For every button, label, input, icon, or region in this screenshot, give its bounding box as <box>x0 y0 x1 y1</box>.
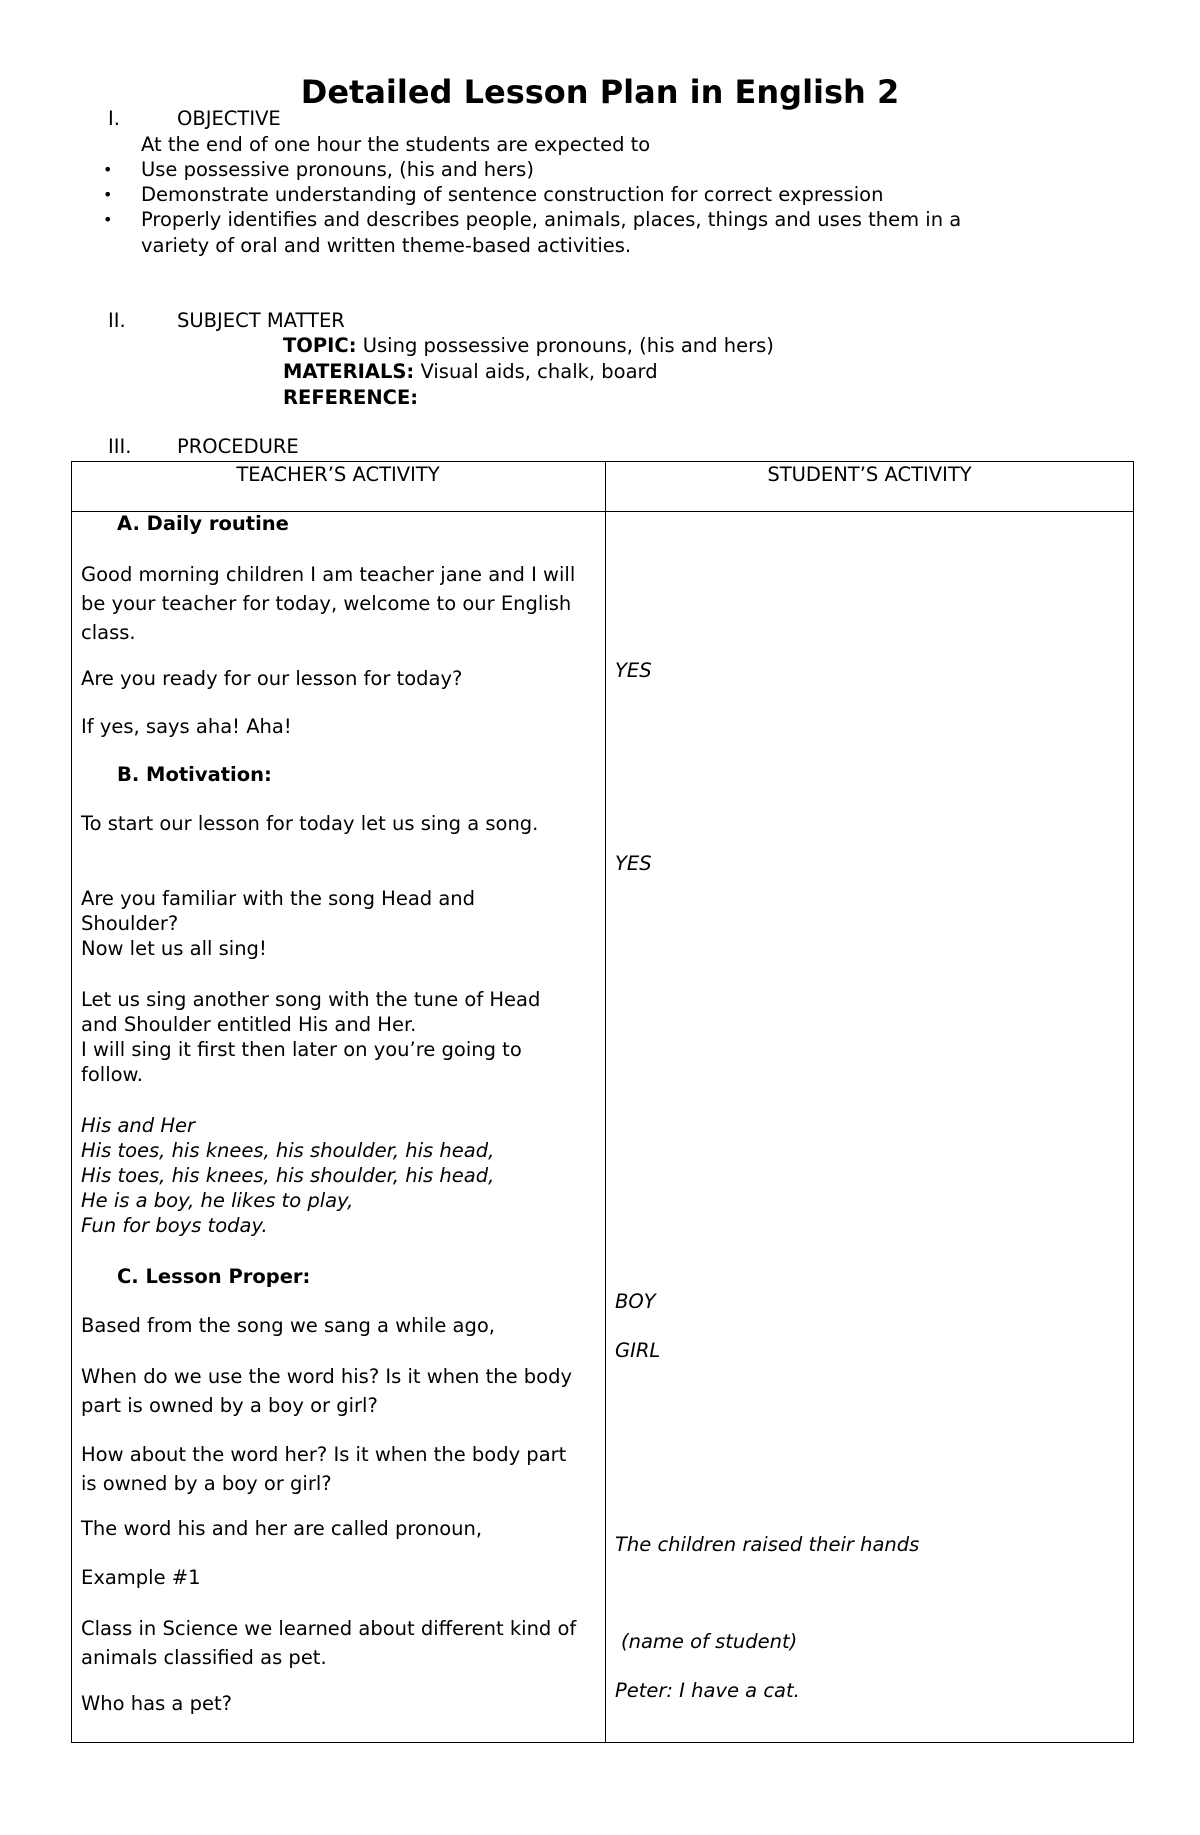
student-answer-boy: BOY <box>615 1290 656 1313</box>
procedure-table <box>71 461 1134 1743</box>
teacher-who-has-pet: Who has a pet? <box>81 1692 232 1715</box>
topic-line <box>283 334 774 358</box>
student-name-note: (name of student) <box>621 1630 798 1653</box>
table-column-divider <box>605 461 606 1743</box>
teacher-activity-header: TEACHER’S ACTIVITY <box>236 463 440 486</box>
procedure-heading: PROCEDURE <box>177 435 299 458</box>
objective-number: I. <box>108 107 120 130</box>
page-title: Detailed Lesson Plan in English 2 <box>300 73 900 111</box>
teacher-greeting: Good morning children I am teacher jane and I will be your teacher for today, welcome to our English class. <box>81 563 576 644</box>
teacher-familiar-line: Shoulder? <box>81 912 179 935</box>
bullet-icon: • <box>103 210 113 229</box>
bullet-icon: • <box>103 160 113 179</box>
teacher-how-her: How about the word her? Is it when the body part is owned by a boy or girl? <box>81 1443 567 1495</box>
student-peter-answer: Peter: I have a cat. <box>615 1679 800 1702</box>
teacher-ready-question: Are you ready for our lesson for today? <box>81 667 463 690</box>
teacher-when-his: When do we use the word his? Is it when the body part is owned by a boy or girl? <box>81 1365 573 1417</box>
teacher-based-on-song: Based from the song we sang a while ago, <box>81 1314 495 1337</box>
section-lesson-proper: C. Lesson Proper: <box>117 1265 311 1288</box>
objective-item: Properly identifies and describes people, animals, places, things and uses them in a <box>141 208 962 231</box>
subject-matter-heading: SUBJECT MATTER <box>177 309 345 332</box>
song-line: He is a boy, he likes to play, <box>81 1189 354 1212</box>
song-line: His toes, his knees, his shoulder, his head, <box>81 1139 495 1162</box>
topic-value: Using possessive pronouns, (his and hers) <box>362 334 774 357</box>
teacher-another-song-line: and Shoulder entitled His and Her. <box>81 1013 417 1036</box>
procedure-number: III. <box>108 435 132 458</box>
objective-intro: At the end of one hour the students are expected to <box>141 133 651 156</box>
objective-heading: OBJECTIVE <box>177 107 281 130</box>
student-raised-hands: The children raised their hands <box>615 1533 920 1556</box>
reference-label: REFERENCE: <box>283 386 419 409</box>
objective-item-continued: variety of oral and written theme-based activities. <box>141 234 632 257</box>
teacher-example: Example #1 <box>81 1566 201 1589</box>
bullet-icon: • <box>103 185 113 204</box>
teacher-familiar-line: Are you familiar with the song Head and <box>81 887 476 910</box>
teacher-another-song-line: follow. <box>81 1063 143 1086</box>
teacher-pronoun: The word his and her are called pronoun, <box>81 1517 483 1540</box>
materials-label: MATERIALS: <box>283 360 415 383</box>
objective-item: Use possessive pronouns, (his and hers) <box>141 158 534 181</box>
student-answer-yes: YES <box>615 659 652 682</box>
student-answer-girl: GIRL <box>615 1339 661 1362</box>
objective-item: Demonstrate understanding of sentence construction for correct expression <box>141 183 884 206</box>
teacher-another-song-line: I will sing it first then later on you’re going to <box>81 1038 522 1061</box>
student-activity-header: STUDENT’S ACTIVITY <box>767 463 972 486</box>
teacher-science: Class in Science we learned about different kind of animals classified as pet. <box>81 1617 577 1669</box>
student-answer-yes: YES <box>615 852 652 875</box>
song-line: His toes, his knees, his shoulder, his head, <box>81 1164 495 1187</box>
materials-value: Visual aids, chalk, board <box>420 360 658 383</box>
section-daily-routine: A. Daily routine <box>117 512 289 535</box>
song-line: Fun for boys today. <box>81 1214 268 1237</box>
teacher-aha: If yes, says aha! Aha! <box>81 715 292 738</box>
subject-matter-number: II. <box>108 309 126 332</box>
song-line: His and Her <box>81 1114 196 1137</box>
materials-line <box>283 360 658 384</box>
topic-label: TOPIC: <box>283 334 357 357</box>
section-motivation: B. Motivation: <box>117 763 272 786</box>
teacher-another-song-line: Let us sing another song with the tune of Head <box>81 988 541 1011</box>
teacher-start-song: To start our lesson for today let us sing a song. <box>81 812 539 835</box>
teacher-sing-all: Now let us all sing! <box>81 937 267 960</box>
